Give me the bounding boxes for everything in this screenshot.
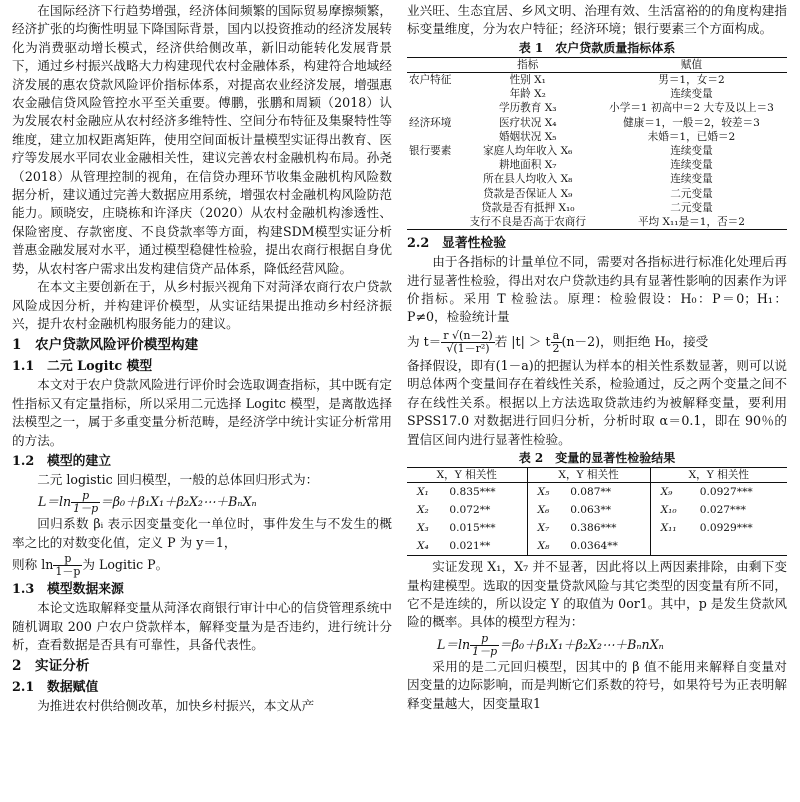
interpretation-paragraph: 采用的是二元回归模型，因其中的 β 值不能用来解释自变量对因变量的边际影响，而是判断它们系数的符号，如果符号为正表明解释变量越大，因变量取1 (407, 658, 787, 711)
table-row (407, 172, 787, 186)
table-cell: 银行要素 (409, 145, 452, 158)
data-source-paragraph: 本论文选取解释变量从菏泽农商银行审计中心的信贷管理系统中随机调取 200 户农户贷款样本，解释变量为是否违约，进行统计分析，查看数据是否具有可靠性，具备代表性。 (12, 600, 392, 652)
table-row (407, 116, 787, 130)
table-cell (407, 201, 460, 215)
section-1-heading: 1 农户贷款风险评价模型构建 (12, 337, 199, 354)
table-cell (407, 130, 460, 144)
variable-cell (650, 537, 694, 556)
table-cell: 贷款是否有抵押 X₁₀ (480, 201, 575, 214)
dimension-paragraph: 业兴旺、生态宜居、乡风文明、治理有效、生活富裕的的角度构建指标变量维度，分为农户特征；经济环境；银行要素三个方面构成。 (407, 3, 787, 37)
table-row (407, 101, 787, 115)
coefficient-paragraph: 回归系数 βᵢ 表示因变量变化一单位时，事件发生与不发生的概率之比的对数变化值，定义 P 为 y＝1， (12, 516, 392, 550)
table-1-header-cell: 指标 (460, 57, 596, 72)
correlation-cell: 0.835*** (443, 483, 527, 502)
table-cell (407, 215, 460, 230)
table-row (407, 201, 787, 215)
table-cell: 未婚＝1，已婚＝2 (647, 130, 736, 143)
table-cell: 二元变量 (670, 201, 713, 214)
variable-cell: X₈ (537, 540, 550, 552)
table-2-header-cell: X，Y 相关性 (527, 467, 650, 482)
equation-fraction: $\frac{p}{1-p}$ (472, 631, 498, 658)
table-cell: 连续变量 (670, 145, 713, 158)
logit-fraction: $\frac{p}{1-p}$ (55, 552, 81, 579)
correlation-cell: 0.087** (564, 483, 650, 502)
variable-cell: X₃ (417, 522, 429, 534)
table-1-header-cell (407, 57, 460, 72)
correlation-cell (694, 537, 787, 556)
table-1-caption: 表 1 农户贷款质量指标体系 (518, 40, 676, 55)
section-2-2-heading: 2.2 显著性检验 (407, 236, 507, 252)
table-cell: 耕地面积 X₇ (498, 159, 557, 172)
left-column (12, 2, 392, 716)
table-row (407, 87, 787, 101)
intro-paragraph: 在国际经济下行趋势增强，经济体间频繁的国际贸易摩擦频繁，经济扩张的均衡性明显下降国际背景，国内以投资推动的经济发展转化为消费驱动增长模式，经济供给侧改革，新旧动能转化发展背景下，通过乡村振兴战略大力构建现代农村金融体系，构建符合地域经济发展的惠农贷款风险评价指标体系，对提高农业经济发展，增强惠农金融信贷风险管控水平至关重要。傅鹏，张鹏和周颖（2018）认为发展农村金融应从农村经济多维特性、空间分布特征及集聚特性等维度，建立加权距离矩阵，使用空间面板计量模型实证得出教育、医疗等发展水平同农业金融相关性，建议完善农村金融机构布局。孙尧（2018）从管理控制的视角，在信贷办理环节收集金融机构风险数据分析，建议通过完善大数据应用系统，增强农村金融机构风险防范能力。顾晓安，庄晓栋和许泽庆（2020）从农村金融机构渗透性、保险密度、存款密度、不良贷款率等方面，构建SDM模型实证分析普惠金融发展对水平，通过模型稳健性检验，提出农商行根据自身优势，从农村客户需求出发构建信贷产品体系，降低经营风险。 (12, 3, 392, 276)
table-row (407, 501, 787, 519)
regression-formula: L＝ln $\frac{p}{1-p}$ ＝β₀＋β₁X₁＋β₂X₂⋯＋BₙXₙ (38, 489, 257, 516)
variable-cell: X₂ (417, 504, 429, 516)
formula-fraction: $\frac{p}{1-p}$ (73, 489, 99, 516)
table-cell (407, 172, 460, 186)
variable-cell: X₁₁ (660, 522, 677, 534)
section-1-3-heading: 1.3 模型数据来源 (12, 582, 124, 598)
table-1-header-cell: 赋值 (596, 57, 787, 72)
correlation-cell: 0.386*** (564, 519, 650, 537)
table-cell: 二元变量 (670, 187, 713, 200)
table-cell: 所在县人均收入 X₈ (483, 173, 573, 186)
table-cell (407, 87, 460, 101)
model-equation: L＝ln $\frac{p}{1-p}$ ＝β₀＋β₁X₁＋β₂X₂⋯＋BₙnXₙ (437, 631, 664, 658)
table-cell: 性别 X₁ (509, 74, 546, 87)
table-cell: 婚姻状况 X₅ (498, 130, 557, 143)
table-cell: 年龄 X₂ (509, 88, 546, 101)
variable-cell: X₁₀ (660, 504, 677, 516)
table-row (407, 130, 787, 144)
right-column (407, 2, 787, 713)
section-1-1-heading: 1.1 二元 Logitc 模型 (12, 359, 153, 375)
table-cell: 贷款是否保证人 X₉ (483, 187, 573, 200)
variable-cell: X₄ (417, 540, 429, 552)
correlation-cell: 0.015*** (443, 519, 527, 537)
section-2-heading: 2 实证分析 (12, 658, 90, 675)
table-row (407, 483, 787, 502)
table-cell: 男＝1，女＝2 (658, 74, 725, 87)
table-2-header-cell: X，Y 相关性 (407, 467, 527, 482)
variable-cell: X₅ (537, 486, 550, 498)
variable-cell: X₉ (660, 486, 673, 498)
t-statistic-formula: 为 t＝ $\frac{r √(n-2)}{\text{√(1－r²)}}$ 若 |t| ＞ t $\frac{a}{2}$ (n－2)，则拒绝 H₀，接受 (407, 328, 709, 355)
correlation-cell: 0.021** (443, 537, 527, 556)
correlation-cell: 0.0927*** (699, 486, 753, 498)
correlation-cell: 0.027*** (699, 504, 746, 516)
variable-cell: X₁ (417, 486, 429, 498)
alpha-fraction: $\frac{a}{2}$ (552, 328, 560, 355)
model-intro-paragraph: 二元 logistic 回归模型，一般的总体回归形式为： (37, 471, 319, 487)
table-row (407, 187, 787, 201)
table-cell: 小学＝1 初高中＝2 大专及以上＝3 (609, 102, 774, 115)
table-cell (407, 158, 460, 172)
variable-cell: X₇ (537, 522, 550, 534)
correlation-cell: 0.0929*** (699, 522, 753, 534)
table-cell: 医疗状况 X₄ (498, 116, 557, 129)
correlation-cell: 0.0364** (564, 537, 650, 556)
table-cell: 学历教育 X₃ (498, 102, 557, 115)
table-cell: 平均 X₁₁是＝1，否＝2 (637, 216, 745, 229)
t-fraction: $\frac{r √(n-2)}{\text{√(1－r²)}}$ (443, 328, 493, 355)
indicator-table (407, 57, 787, 230)
table-2-header-cell: X，Y 相关性 (650, 467, 787, 482)
table-cell: 支行不良是否高于农商行 (469, 216, 586, 229)
findings-paragraph: 实证发现 X₁，X₇ 并不显著，因此将以上两因素排除，由剩下变量构建模型。选取的因变量贷款风险与其它类型的因变量有所不同，它不是连续的，所以设定 Y 的取值为 0or1。其中，p 是发生贷款风险的概率。具体的模型方程为： (407, 559, 787, 630)
table-row (407, 144, 787, 158)
section-2-1-heading: 2.1 数据赋值 (12, 680, 99, 696)
logit-paragraph: 本文对于农户贷款风险进行评价时会选取调查指标，其中既有定性指标又有定量指标，所以采用二元选择 Logitc 模型，是离散选择法模型之一，属于多重变量分析范畴，是经济学中统计实证分析常用的方法。 (12, 377, 392, 448)
table-cell: 连续变量 (670, 159, 713, 172)
table-row (407, 158, 787, 172)
table-row (407, 215, 787, 230)
table-cell: 连续变量 (670, 88, 713, 101)
table-row (407, 537, 787, 556)
hypothesis-paragraph: 备择假设，即有(1－a)的把握认为样本的相关性系数显著，则可以说明总体两个变量间存在着线性关系，检验通过，反之两个变量之间不存在线性关系。根据以上方法选取贷款违约为被解释变量，要利用 SPSS17.0 对数据进行回归分析，分析时取 α＝0.1，即在 90％的置信区间内进行显著性检验。 (407, 357, 787, 447)
table-row (407, 519, 787, 537)
ttest-paragraph: 由于各指标的计量单位不同，需要对各指标进行标准化处理后再进行显著性检验，得出对农户贷款违约具有显著性影响的因素作为评价指标。采用 T 检验法。原理：检验假设：H₀：P＝0；H₁：P≠0，检验统计量 (407, 254, 787, 325)
table-cell (407, 187, 460, 201)
variable-cell: X₆ (537, 504, 550, 516)
table-cell (407, 101, 460, 115)
table-cell: 经济环境 (409, 116, 452, 129)
section-1-2-heading: 1.2 模型的建立 (12, 453, 112, 469)
logit-definition: 则称 ln $\frac{p}{1-p}$ 为 Logitic P。 (12, 552, 169, 579)
assignment-paragraph: 为推进农村供给侧改革，加快乡村振兴，本文从产 (37, 698, 315, 714)
table-2-caption: 表 2 变量的显著性检验结果 (518, 450, 676, 465)
table-cell: 农户特征 (409, 74, 452, 87)
table-cell: 连续变量 (670, 173, 713, 186)
correlation-cell: 0.063** (564, 501, 650, 519)
significance-table (407, 467, 787, 556)
table-row (407, 73, 787, 88)
table-cell: 家庭人均年收入 X₆ (483, 145, 573, 158)
correlation-cell: 0.072** (443, 501, 527, 519)
table-cell: 健康＝1，一般＝2，较差＝3 (623, 116, 760, 129)
innovation-paragraph: 在本文主要创新在于，从乡村振兴视角下对菏泽农商行农户贷款风险成因分析，并构建评价模型，从实证结果提出推动乡村经济振兴，提升农村金融机构服务能力的建议。 (12, 279, 392, 331)
